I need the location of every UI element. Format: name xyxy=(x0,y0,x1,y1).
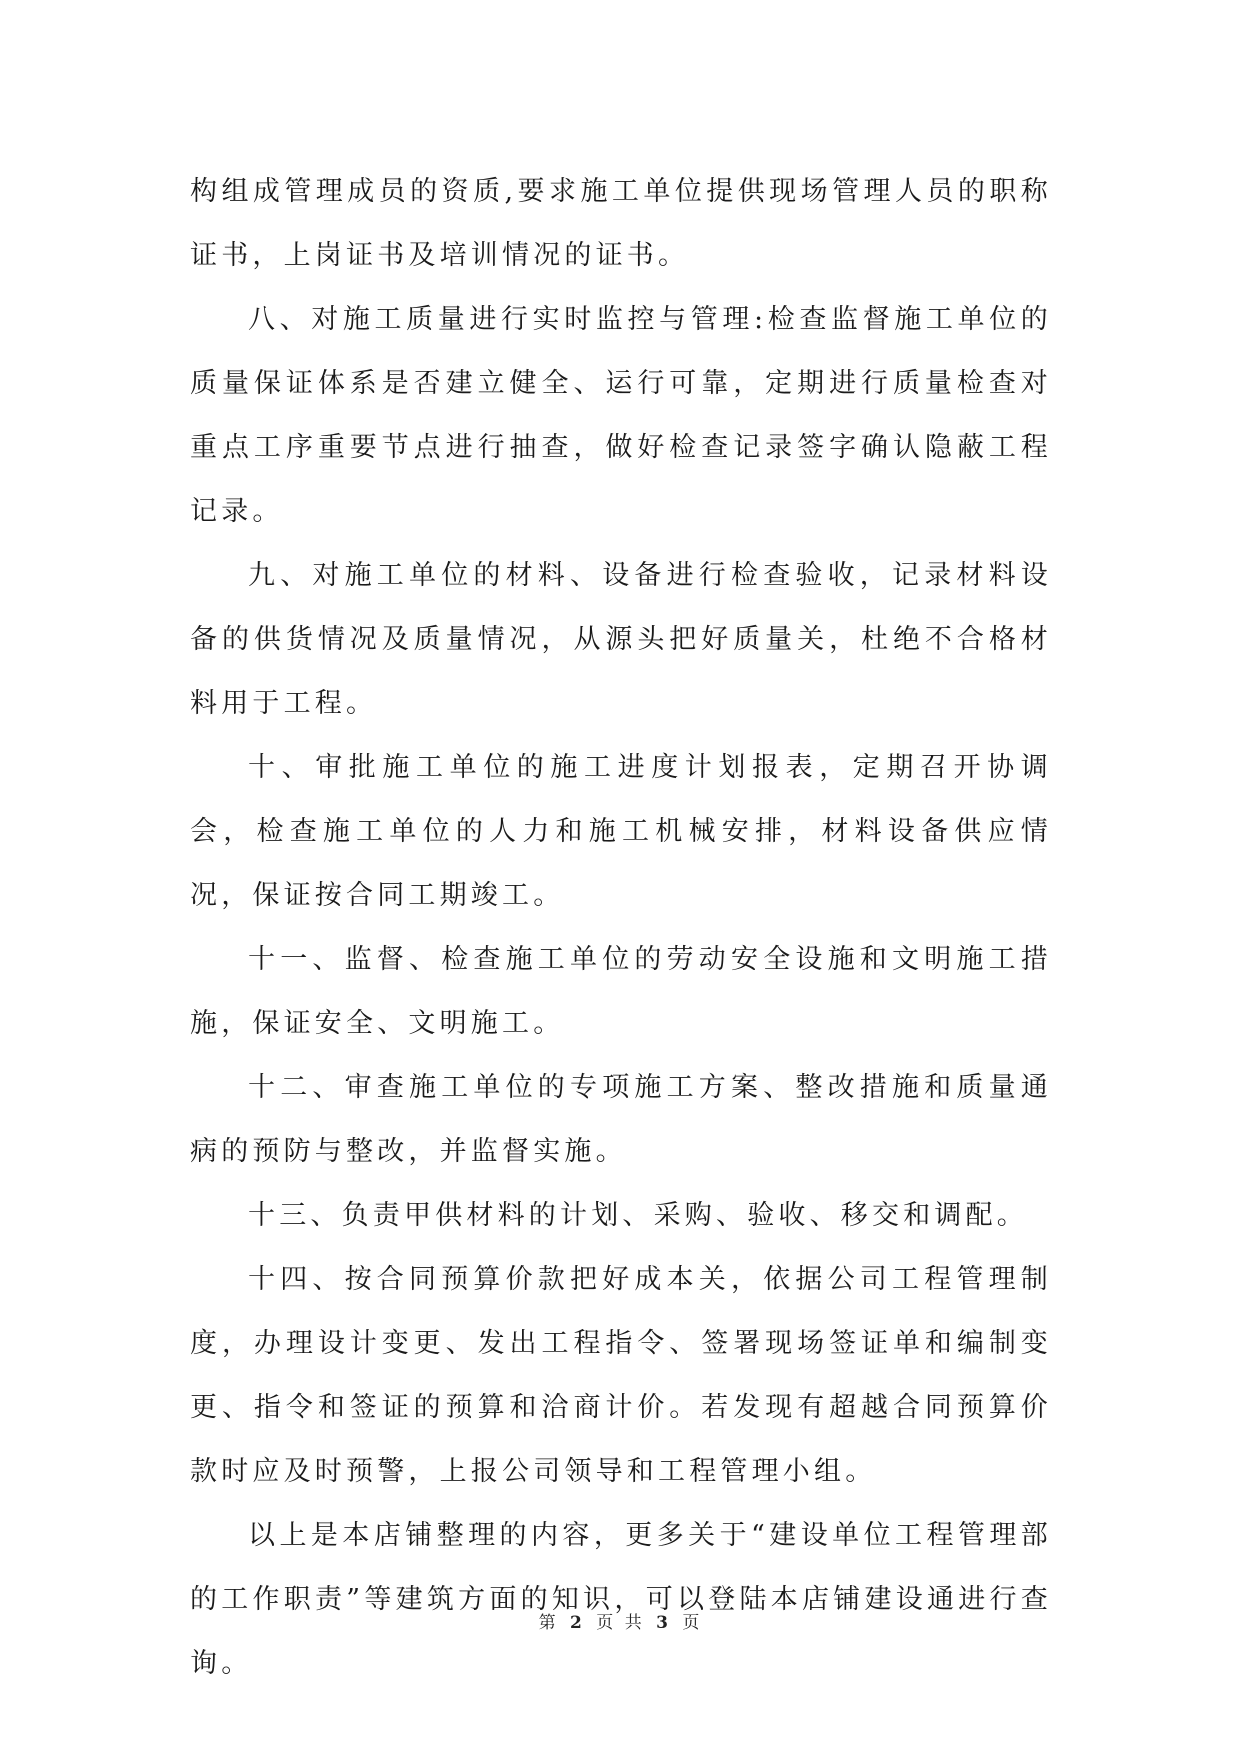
paragraph-8: 十四、按合同预算价款把好成本关，依据公司工程管理制度，办理设计变更、发出工程指令、签署现场签证单和编制变更、指令和签证的预算和洽商计价。若发现有超越合同预算价款时应及时预警，上报公司领导和工程管理小组。 xyxy=(190,1264,1052,1487)
paragraph-4: 十、审批施工单位的施工进度计划报表，定期召开协调会，检查施工单位的人力和施工机械安排，材料设备供应情况，保证按合同工期竣工。 xyxy=(190,752,1052,911)
paragraph-3: 九、对施工单位的材料、设备进行检查验收，记录材料设备的供货情况及质量情况，从源头把好质量关，杜绝不合格材料用于工程。 xyxy=(190,560,1052,719)
page-footer xyxy=(0,1608,1241,1633)
current-page-number: 2 xyxy=(570,1613,585,1633)
paragraph-2: 八、对施工质量进行实时监控与管理:检查监督施工单位的质量保证体系是否建立健全、运行可靠，定期进行质量检查对重点工序重要节点进行抽查，做好检查记录签字确认隐蔽工程记录。 xyxy=(190,304,1052,527)
footer-suffix: 页 xyxy=(682,1613,703,1633)
footer-prefix: 第 xyxy=(538,1613,559,1633)
document-body xyxy=(190,160,1052,1696)
total-pages-number: 3 xyxy=(656,1613,671,1633)
paragraph-7: 十三、负责甲供材料的计划、采购、验收、移交和调配。 xyxy=(248,1200,1028,1231)
paragraph-6: 十二、审查施工单位的专项施工方案、整改措施和质量通病的预防与整改，并监督实施。 xyxy=(190,1072,1052,1167)
paragraph-9: 以上是本店铺整理的内容，更多关于“建设单位工程管理部的工作职责”等建筑方面的知识，可以登陆本店铺建设通进行查询。 xyxy=(190,1520,1052,1679)
footer-middle: 页 共 xyxy=(596,1613,645,1633)
paragraph-1: 构组成管理成员的资质,要求施工单位提供现场管理人员的职称证书，上岗证书及培训情况的证书。 xyxy=(190,176,1052,271)
paragraph-5: 十一、监督、检查施工单位的劳动安全设施和文明施工措施，保证安全、文明施工。 xyxy=(190,944,1052,1039)
